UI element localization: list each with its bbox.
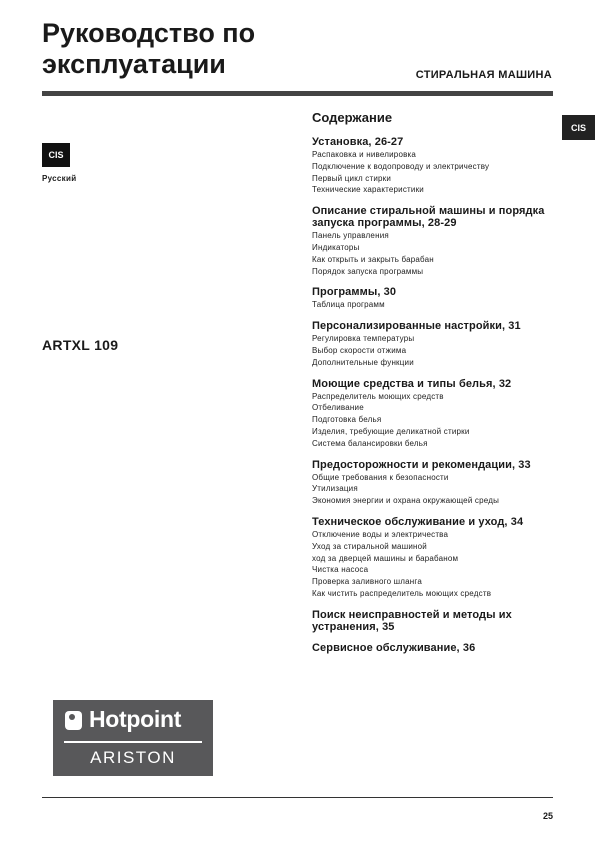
toc-section-title: Техническое обслуживание и уход, 34 [312,515,524,528]
toc-item: Проверка заливного шланга [312,577,422,587]
toc-section [312,286,562,311]
toc-item: Чистка насоса [312,565,369,575]
toc-item: Изделия, требующие деликатной стирки [312,426,470,436]
toc-item: Порядок запуска программы [312,266,424,276]
toc-section-title: Сервисное обслуживание, 36 [312,641,476,654]
toc-item: Распределитель моющих средств [312,391,444,401]
toc-heading: Содержание [312,110,393,125]
footer-divider [42,797,553,798]
toc-section [312,516,562,600]
toc-item: Как чистить распределитель моющих средств [312,588,492,598]
toc-item: Регулировка температуры [312,334,415,344]
toc-item-list [312,391,562,450]
toc-item: Экономия энергии и охрана окружающей среды [312,496,500,506]
toc-section-title: Программы, 30 [312,286,397,299]
title-line-1: Руководство по [42,18,256,48]
toc-section-title: Моющие средства и типы белья, 32 [312,377,512,390]
toc-item: ход за дверцей машины и барабаном [312,553,459,563]
page-number: 25 [542,811,553,821]
toc-section-title: Персонализированные настройки, 31 [312,320,521,333]
document-title [42,18,255,80]
model-name: ARTXL 109 [42,337,119,353]
toc-section-title: Установка, 26-27 [312,136,404,148]
toc-item-list [312,472,562,507]
toc-section [312,378,562,450]
toc-section [312,320,562,368]
toc-item: Технические характеристики [312,185,424,195]
logo-brand-text: Hotpoint [89,706,182,732]
toc-section-title: Поиск неисправностей и методы их устранения, 35 [312,608,512,633]
logo-divider [64,741,202,743]
toc-item: Панель управления [312,231,389,241]
toc-item-list [312,299,562,311]
side-language-tab: CIS [562,115,595,140]
brand-mark-icon [65,711,82,730]
title-line-2: эксплуатации [42,49,226,79]
toc-section-title: Предосторожности и рекомендации, 33 [312,458,531,471]
toc-item: Распаковка и нивелировка [312,150,417,159]
toc-item-list [312,149,562,196]
toc-item: Выбор скорости отжима [312,345,407,355]
toc-item: Уход за стиральной машиной [312,541,427,551]
toc-section [312,609,562,633]
toc-item: Система балансировки белья [312,438,428,448]
toc-item-list [312,529,562,600]
toc-item: Утилизация [312,484,358,494]
toc-item: Таблица программ [312,300,385,310]
language-badge: CIS [42,143,70,167]
toc-item: Как открыть и закрыть барабан [312,254,434,264]
toc-item: Дополнительные функции [312,357,414,367]
toc-section [312,136,562,196]
toc-item: Общие требования к безопасности [312,472,449,482]
product-type: СТИРАЛЬНАЯ МАШИНА [415,69,552,81]
toc-item-list [312,333,562,368]
toc-sections [312,136,562,654]
toc-item: Отбеливание [312,403,364,413]
toc-section [312,459,562,507]
toc-item: Подготовка белья [312,415,382,425]
toc-item: Индикаторы [312,242,360,252]
toc-section-title: Описание стиральной машины и порядка запуска программы, 28-29 [312,205,545,230]
toc-section [312,205,562,277]
header-divider [42,91,553,96]
language-name: Русский [42,174,77,183]
toc-item: Подключение к водопроводу и электричеству [312,161,490,171]
logo-sub-text: ARISTON [90,748,176,767]
brand-logo [53,700,213,776]
toc-item: Первый цикл стирки [312,173,392,183]
toc-section [312,642,562,654]
table-of-contents [312,110,562,663]
toc-item: Отключение воды и электричества [312,529,449,539]
toc-item-list [312,230,562,277]
